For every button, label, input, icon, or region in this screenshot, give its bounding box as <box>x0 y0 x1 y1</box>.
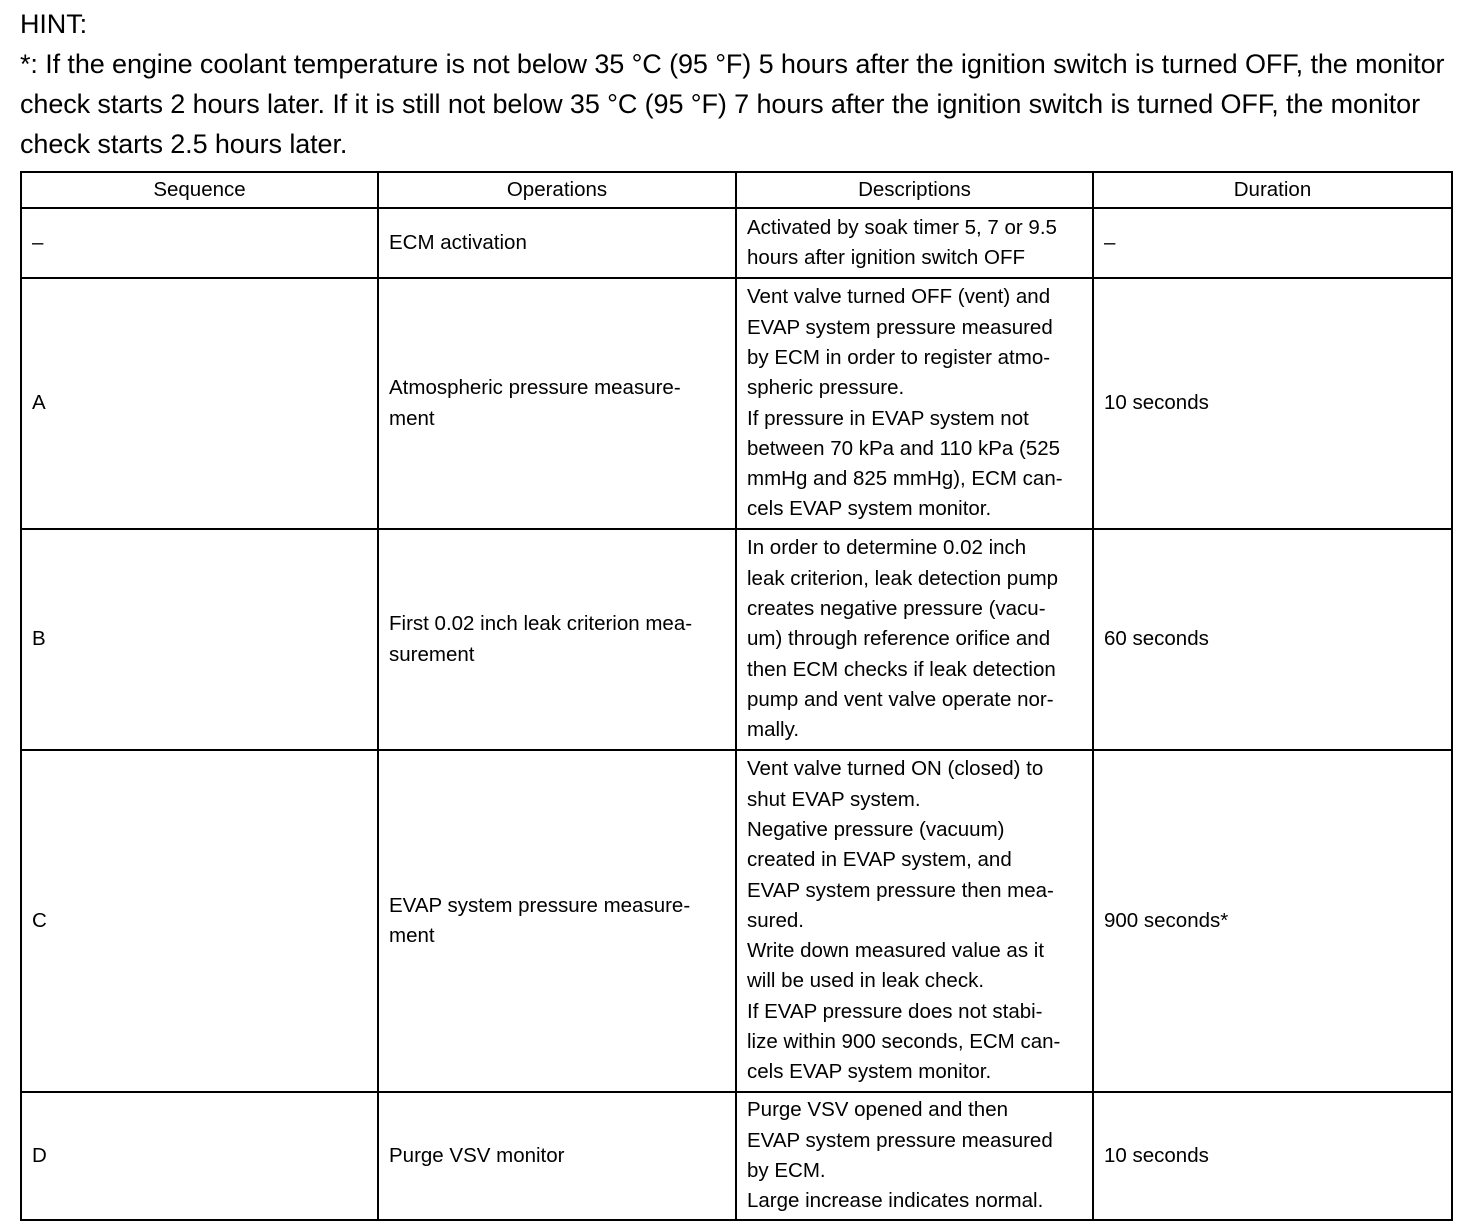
cell-sequence <box>21 278 378 529</box>
header-sequence: Sequence <box>21 172 378 208</box>
cell-operation <box>378 278 736 529</box>
description-text: Vent valve turned OFF (vent) and EVAP system pressure measured by ECM in order to register atmo- spheric pressure. If pressure in EVAP system not between 70 kPa and 110 kPa (525 mmHg and 825 mmHg), ECM can- cels EVAP system monitor. <box>747 285 1063 521</box>
operation-text: ECM activation <box>389 230 527 254</box>
cell-operation <box>378 208 736 278</box>
table-row <box>21 750 1452 1092</box>
cell-sequence <box>21 529 378 750</box>
table-row <box>21 529 1452 750</box>
cell-duration <box>1093 208 1452 278</box>
cell-operation <box>378 529 736 750</box>
operation-text: Purge VSV monitor <box>389 1143 565 1167</box>
cell-description <box>736 278 1093 529</box>
sequence-table <box>20 171 1453 1221</box>
table-header-row <box>21 172 1452 208</box>
sequence-text: – <box>32 230 44 254</box>
sequence-text: D <box>32 1143 47 1167</box>
header-operations: Operations <box>378 172 736 208</box>
description-text: Vent valve turned ON (closed) to shut EVAP system. Negative pressure (vacuum) created in EVAP system, and EVAP system pressure then mea- sured. Write down measured value as it will be used in leak check. If EVAP pressure does not stabi- lize within 900 seconds, ECM can- cels EVAP system monitor. <box>747 757 1061 1084</box>
cell-sequence <box>21 208 378 278</box>
duration-text: 10 seconds <box>1104 1143 1209 1167</box>
sequence-text: B <box>32 627 46 651</box>
cell-description <box>736 750 1093 1092</box>
hint-note: *: If the engine coolant temperature is not below 35 °C (95 °F) 5 hours after the ignition switch is turned OFF, the monitor check starts 2 hours later. If it is still not below 35 °C (95 °F) 7 hours after the ignition switch is turned OFF, the monitor check starts 2.5 hours later. <box>20 49 1445 159</box>
cell-duration <box>1093 529 1452 750</box>
cell-operation <box>378 1092 736 1220</box>
cell-duration <box>1093 1092 1452 1220</box>
cell-description <box>736 208 1093 278</box>
cell-sequence <box>21 750 378 1092</box>
sequence-text: C <box>32 908 47 932</box>
description-text: Activated by soak timer 5, 7 or 9.5 hours after ignition switch OFF <box>747 215 1057 269</box>
header-descriptions: Descriptions <box>736 172 1093 208</box>
sequence-text: A <box>32 391 46 415</box>
operation-text: Atmospheric pressure measure- ment <box>389 376 681 430</box>
table-row <box>21 208 1452 278</box>
duration-text: 60 seconds <box>1104 627 1209 651</box>
duration-text: – <box>1104 230 1116 254</box>
table-row <box>21 278 1452 529</box>
description-text: In order to determine 0.02 inch leak criterion, leak detection pump creates negative pressure (vacu- um) through reference orifice and then ECM checks if leak detection pump and vent valve operate nor- mally. <box>747 536 1059 742</box>
table-row <box>21 1092 1452 1220</box>
duration-text: 900 seconds* <box>1104 908 1229 932</box>
hint-title: HINT: <box>20 9 88 39</box>
hint-block <box>20 4 1460 164</box>
cell-operation <box>378 750 736 1092</box>
cell-description <box>736 1092 1093 1220</box>
cell-duration <box>1093 278 1452 529</box>
cell-description <box>736 529 1093 750</box>
header-duration: Duration <box>1093 172 1452 208</box>
cell-sequence <box>21 1092 378 1220</box>
cell-duration <box>1093 750 1452 1092</box>
operation-text: EVAP system pressure measure- ment <box>389 893 691 947</box>
duration-text: 10 seconds <box>1104 391 1209 415</box>
description-text: Purge VSV opened and then EVAP system pressure measured by ECM. Large increase indicates normal. <box>747 1098 1053 1213</box>
operation-text: First 0.02 inch leak criterion mea- surement <box>389 612 693 666</box>
